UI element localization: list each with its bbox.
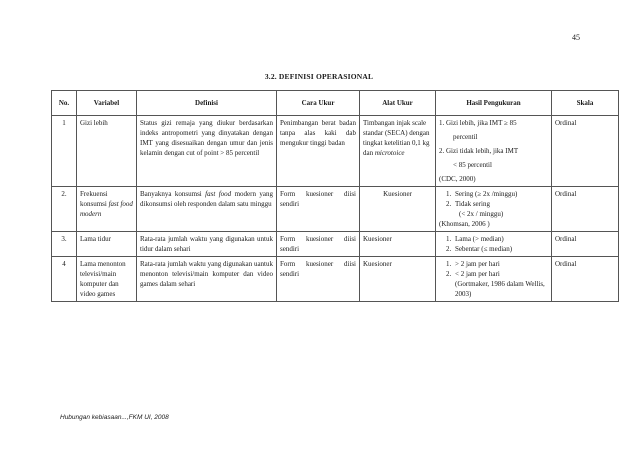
cell-definisi: Rata-rata jumlah waktu yang digunakan untuk tidur dalam sehari	[137, 232, 277, 257]
cell-cara-ukur: Form kuesioner diisi sendiri	[277, 232, 360, 257]
cell-skala: Ordinal	[552, 232, 619, 257]
header-definisi: Definisi	[137, 91, 277, 116]
hasil-item: 2. Tidak sering	[446, 200, 490, 208]
header-alat-ukur: Alat Ukur	[360, 91, 436, 116]
hasil-line: < 85 percentil	[453, 161, 492, 169]
cell-hasil	[436, 257, 552, 302]
cell-no: 4	[52, 257, 77, 302]
cell-hasil	[436, 187, 552, 232]
cell-variabel: Lama menonton televisi/main komputer dan video games	[77, 257, 137, 302]
section-title: 3.2. DEFINISI OPERASIONAL	[264, 72, 374, 81]
definisi-text: Banyaknya konsumsi	[140, 190, 202, 198]
cell-no: 1	[52, 116, 77, 187]
header-hasil: Hasil Pengukuran	[436, 91, 552, 116]
cell-no: 2.	[52, 187, 77, 232]
hasil-source: (Khomsan, 2006 )	[439, 220, 490, 228]
cell-alat-ukur: Kuesioner	[360, 257, 436, 302]
cell-hasil	[436, 116, 552, 187]
hasil-line: 1. Gizi lebih, jika IMT ≥ 85	[439, 119, 517, 127]
cell-alat-ukur: Kuesioner	[360, 232, 436, 257]
header-no: No.	[52, 91, 77, 116]
cell-variabel	[77, 187, 137, 232]
table-row	[52, 187, 619, 232]
definisi-italic: fast food	[205, 190, 232, 198]
alat-ukur-text: Timbangan injak scale standar (SECA) dengan tingkat ketelitian 0,1 kg dan	[363, 119, 430, 157]
cell-cara-ukur: Penimbangan berat badan tanpa alas kaki dab mengukur tinggi badan	[277, 116, 360, 187]
hasil-item: 2. Sebentar (≤ median)	[446, 245, 513, 253]
variabel-text: Frekuensi konsumsi	[80, 190, 108, 208]
hasil-source: (Gortmaker, 1986 dalam Wellis, 2003)	[455, 280, 545, 298]
hasil-source: (CDC, 2000)	[439, 175, 476, 183]
table-header-row	[52, 91, 619, 116]
definisi-text: modern yang dikonsumsi oleh responden dalam satu minggu	[140, 190, 273, 208]
table-row	[52, 116, 619, 187]
hasil-line: percentil	[453, 133, 478, 141]
page-footer: Hubungan kebiasaan...,FKM UI, 2008	[60, 414, 169, 421]
variabel-italic: fast food modern	[80, 200, 133, 218]
definition-table	[51, 90, 619, 302]
header-cara-ukur: Cara Ukur	[277, 91, 360, 116]
hasil-line: (< 2x / minggu)	[459, 210, 504, 218]
header-variabel: Variabel	[77, 91, 137, 116]
hasil-item: 1. > 2 jam per hari	[446, 260, 500, 268]
cell-cara-ukur: Form kuesioner diisi sendiri	[277, 187, 360, 232]
cell-variabel: Lama tidur	[77, 232, 137, 257]
cell-alat-ukur	[360, 116, 436, 187]
hasil-item: 1. Lama (> median)	[446, 235, 504, 243]
cell-alat-ukur: Kuesioner	[360, 187, 436, 232]
hasil-line: 2. Gizi tidak lebih, jika IMT	[439, 147, 519, 155]
cell-skala: Ordinal	[552, 187, 619, 232]
cell-definisi	[137, 187, 277, 232]
cell-no: 3.	[52, 232, 77, 257]
table-row	[52, 257, 619, 302]
hasil-item: 1. Sering (≥ 2x /minggu)	[446, 190, 518, 198]
cell-skala: Ordinal	[552, 257, 619, 302]
cell-definisi: Status gizi remaja yang diukur berdasarkan indeks antropometri yang dinyatakan dengan IMT yang disesuaikan dengan umur dan jenis kelamin dengan cut of point > 85 percentil	[137, 116, 277, 187]
page-number: 45	[572, 33, 580, 42]
cell-hasil	[436, 232, 552, 257]
table-row	[52, 232, 619, 257]
cell-skala: Ordinal	[552, 116, 619, 187]
header-skala: Skala	[552, 91, 619, 116]
cell-variabel: Gizi lebih	[77, 116, 137, 187]
alat-ukur-italic: microtoice	[374, 149, 405, 157]
cell-cara-ukur: Form kuesioner diisi sendiri	[277, 257, 360, 302]
cell-definisi: Rata-rata jumlah waktu yang digunakan uantuk menonton televisi/main komputer dan video games dalam sehari	[137, 257, 277, 302]
hasil-item: 2. < 2 jam per hari	[446, 270, 500, 278]
